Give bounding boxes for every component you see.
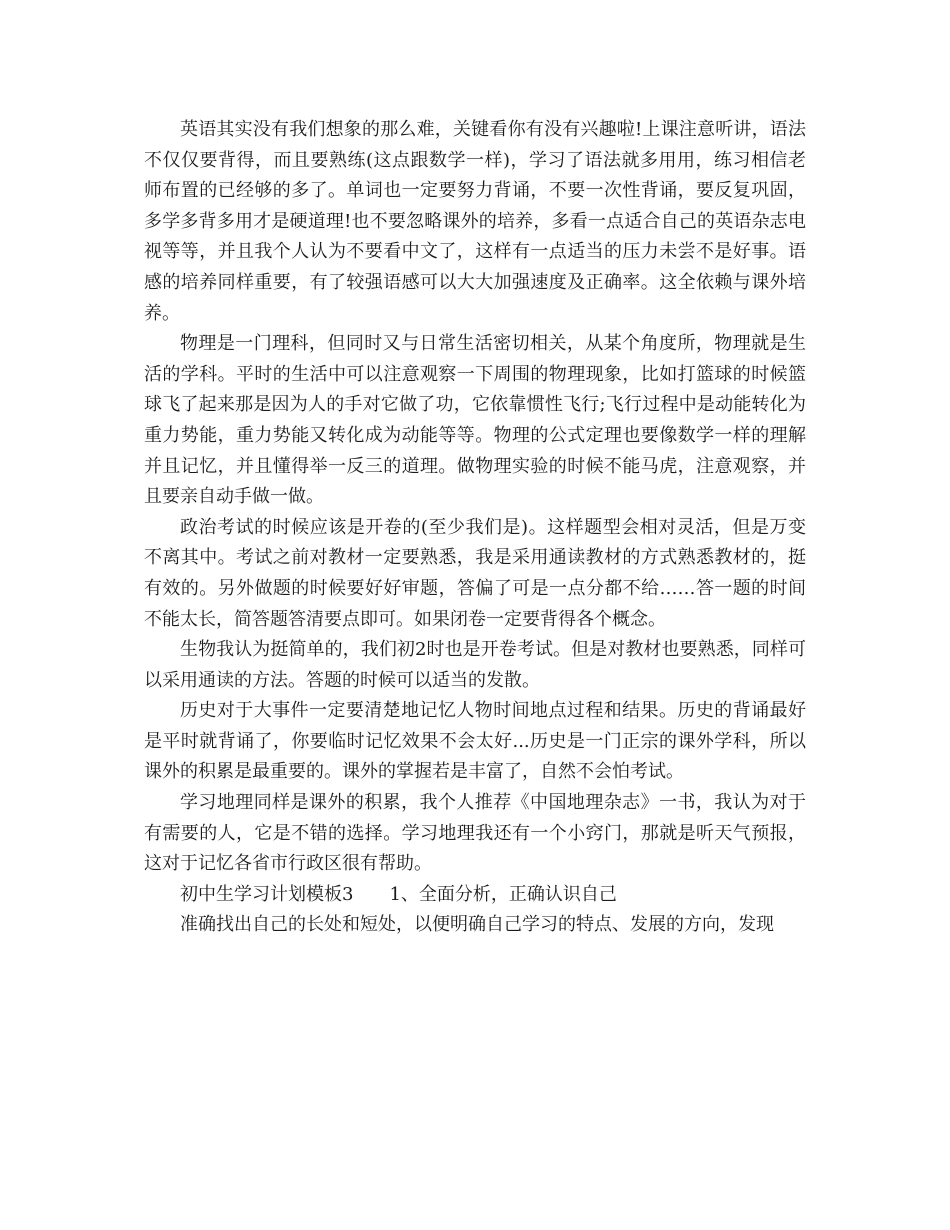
paragraph-biology: 生物我认为挺简单的，我们初2时也是开卷考试。但是对教材也要熟悉，同样可以采用通读的方法。答题的时候可以适当的发散。 bbox=[144, 639, 806, 691]
paragraph-history: 历史对于大事件一定要清楚地记忆人物时间地点过程和结果。历史的背诵最好是平时就背诵了，你要临时记忆效果不会太好...历史是一门正宗的课外学科，所以课外的积累是最重要的。课外的掌握若是丰富了，自然不会怕考试。 bbox=[144, 700, 806, 783]
document-body bbox=[144, 115, 806, 941]
paragraph-self-analysis: 准确找出自己的长处和短处，以便明确自己学习的特点、发展的方向，发现 bbox=[180, 914, 774, 936]
paragraph-politics: 政治考试的时候应该是开卷的(至少我们是)。这样题型会相对灵活，但是万变不离其中。考试之前对教材一定要熟悉，我是采用通读教材的方式熟悉教材的，挺有效的。另外做题的时候要好好审题，答偏了可是一点分都不给……答一题的时间不能太长，简答题答清要点即可。如果闭卷一定要背得各个概念。 bbox=[144, 516, 806, 630]
paragraph-english: 英语其实没有我们想象的那么难，关键看你有没有兴趣啦!上课注意听讲，语法不仅仅要背得，而且要熟练(这点跟数学一样)，学习了语法就多用用，练习相信老师布置的已经够的多了。单词也一定要努力背诵，不要一次性背诵，要反复巩固，多学多背多用才是硬道理!也不要忽略课外的培养，多看一点适合自己的英语杂志电视等等，并且我个人认为不要看中文了，这样有一点适当的压力未尝不是好事。语感的培养同样重要，有了较强语感可以大大加强速度及正确率。这全依赖与课外培养。 bbox=[144, 119, 806, 324]
section-title: 初中生学习计划模板3 bbox=[180, 883, 354, 905]
paragraph-physics: 物理是一门理科，但同时又与日常生活密切相关，从某个角度所，物理就是生活的学科。平时的生活中可以注意观察一下周围的物理现象，比如打篮球的时候篮球飞了起来那是因为人的手对它做了功，它依靠惯性飞行;飞行过程中是动能转化为重力势能，重力势能又转化成为动能等等。物理的公式定理也要像数学一样的理解并且记忆，并且懂得举一反三的道理。做物理实验的时候不能马虎，注意观察，并且要亲自动手做一做。 bbox=[144, 333, 806, 508]
paragraph-geography: 学习地理同样是课外的积累，我个人推荐《中国地理杂志》一书，我认为对于有需要的人，它是不错的选择。学习地理我还有一个小窍门，那就是听天气预报，这对于记忆各省市行政区很有帮助。 bbox=[144, 792, 806, 875]
section-first-item: 1、全面分析，正确认识自己 bbox=[389, 883, 617, 905]
section-heading-line bbox=[144, 880, 806, 911]
